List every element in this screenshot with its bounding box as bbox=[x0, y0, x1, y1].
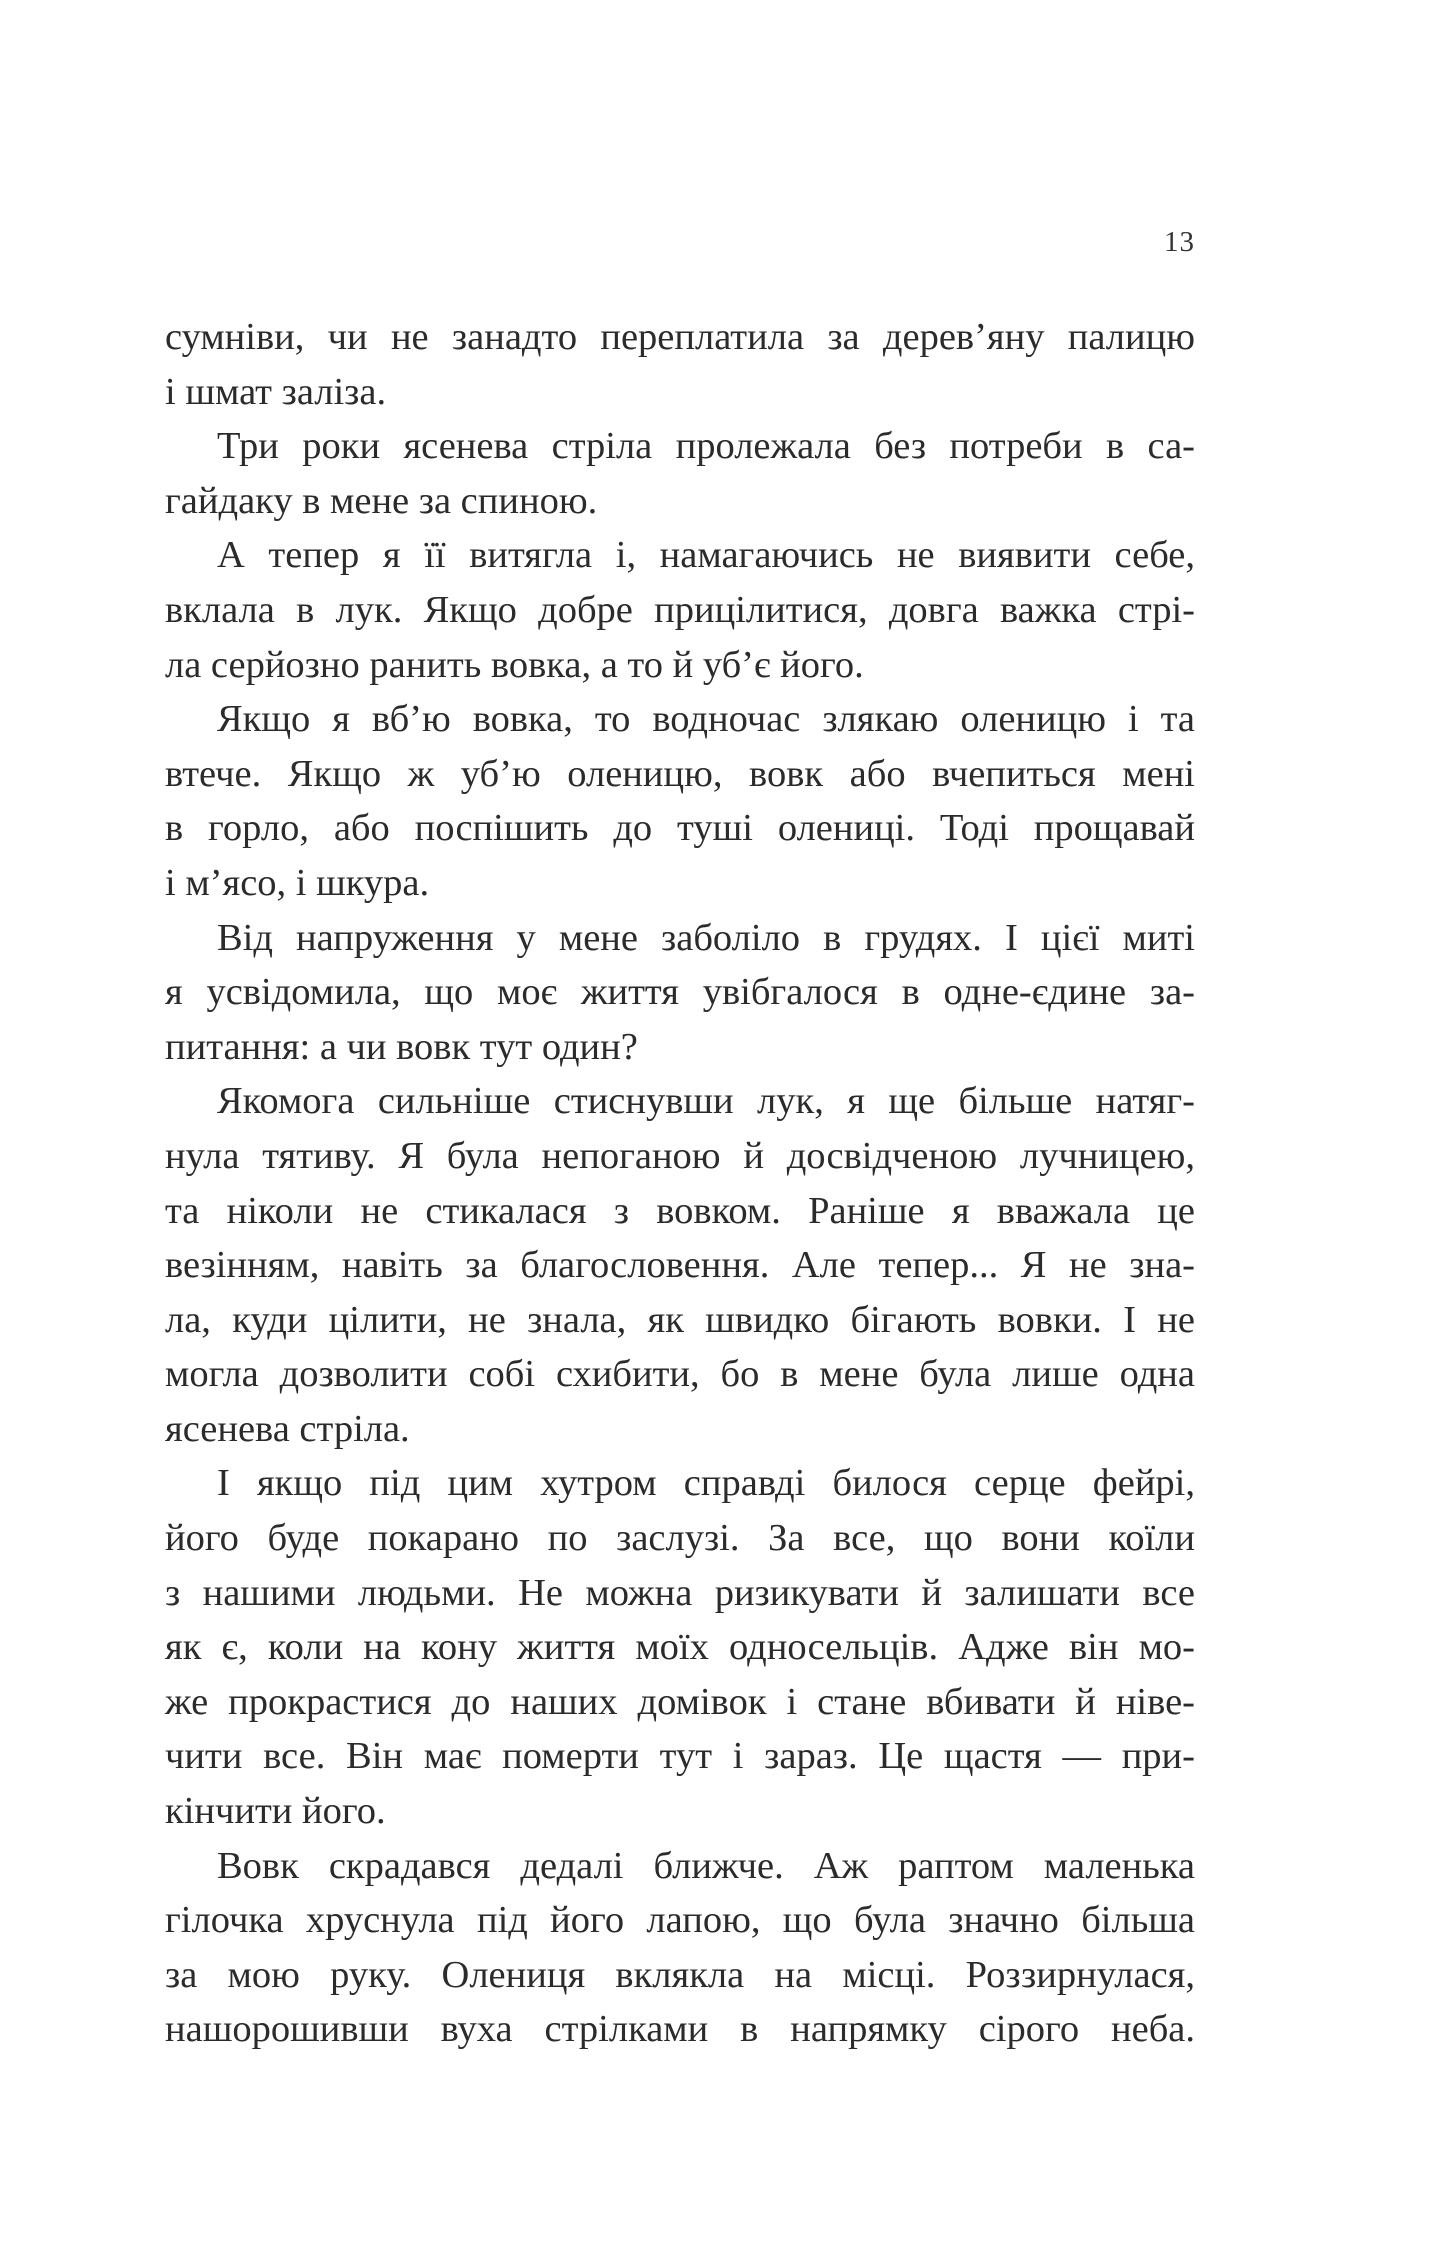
text-line: я усвідомила, що моє життя увібгалося в одне-єдине за- bbox=[165, 971, 1195, 1014]
text-line: везінням, навіть за благословення. Але тепер... Я не зна- bbox=[165, 1244, 1195, 1287]
paragraph bbox=[165, 911, 1195, 1075]
text-line: кінчити його. bbox=[165, 1790, 386, 1833]
paragraph bbox=[165, 1456, 1195, 1838]
paragraph bbox=[165, 1074, 1195, 1456]
paragraph bbox=[165, 528, 1195, 692]
text-line: Три роки ясенева стріла пролежала без потреби в са- bbox=[217, 425, 1195, 468]
text-line: Вовк скрадався дедалі ближче. Аж раптом маленька bbox=[217, 1844, 1195, 1887]
text-line: питання: а чи вовк тут один? bbox=[165, 1025, 638, 1068]
text-line: Від напруження у мене заболіло в грудях. І цієї миті bbox=[217, 916, 1195, 959]
text-line: ла, куди цілити, не знала, як швидко бігають вовки. І не bbox=[165, 1298, 1195, 1341]
text-line: нула тятиву. Я була непоганою й досвідченою лучницею, bbox=[165, 1134, 1195, 1177]
text-line: з нашими людьми. Не можна ризикувати й залишати все bbox=[165, 1571, 1195, 1614]
body-text bbox=[165, 310, 1195, 2057]
paragraph bbox=[165, 310, 1195, 419]
text-line: гайдаку в мене за спиною. bbox=[165, 479, 598, 522]
text-line: сумніви, чи не занадто переплатила за дерев’яну палицю bbox=[165, 316, 1195, 358]
text-line: як є, коли на кону життя моїх односельців. Адже він мо- bbox=[165, 1626, 1195, 1669]
text-line: чити все. Він має померти тут і зараз. Це щастя — при- bbox=[165, 1735, 1195, 1778]
text-line: та ніколи не стикалася з вовком. Раніше я вважала це bbox=[165, 1189, 1195, 1232]
text-line: І якщо під цим хутром справді билося серце фейрі, bbox=[217, 1462, 1195, 1505]
text-line: ла серйозно ранить вовка, а то й уб’є його. bbox=[165, 643, 864, 686]
paragraph bbox=[165, 419, 1195, 528]
text-line: могла дозволити собі схибити, бо в мене була лише одна bbox=[165, 1353, 1195, 1396]
page-number: 13 bbox=[1164, 226, 1195, 258]
text-line: А тепер я її витягла і, намагаючись не виявити себе, bbox=[217, 534, 1195, 577]
text-line: Якомога сильніше стиснувши лук, я ще більше натяг- bbox=[217, 1080, 1195, 1123]
text-line: Якщо я вб’ю вовка, то водночас злякаю оленицю і та bbox=[217, 698, 1195, 741]
text-line: і шмат заліза. bbox=[165, 370, 387, 413]
text-line: же прокрастися до наших домівок і стане вбивати й ніве- bbox=[165, 1680, 1195, 1723]
text-line: ясенева стріла. bbox=[165, 1407, 410, 1450]
text-line: в горло, або поспішить до туші олениці. Тоді прощавай bbox=[165, 807, 1195, 850]
text-line: нашорошивши вуха стрілками в напрямку сірого неба. bbox=[165, 2008, 1195, 2051]
text-line: і м’ясо, і шкура. bbox=[165, 861, 430, 904]
text-line: гілочка хруснула під його лапою, що була значно більша bbox=[165, 1899, 1195, 1942]
paragraph bbox=[165, 1839, 1195, 2057]
text-line: втече. Якщо ж уб’ю оленицю, вовк або вчепиться мені bbox=[165, 752, 1195, 795]
paragraph bbox=[165, 692, 1195, 910]
text-line: його буде покарано по заслузі. За все, що вони коїли bbox=[165, 1517, 1195, 1560]
text-line: за мою руку. Олениця вклякла на місці. Роззирнулася, bbox=[165, 1953, 1195, 1996]
text-line: вклала в лук. Якщо добре прицілитися, довга важка стрі- bbox=[165, 588, 1195, 631]
